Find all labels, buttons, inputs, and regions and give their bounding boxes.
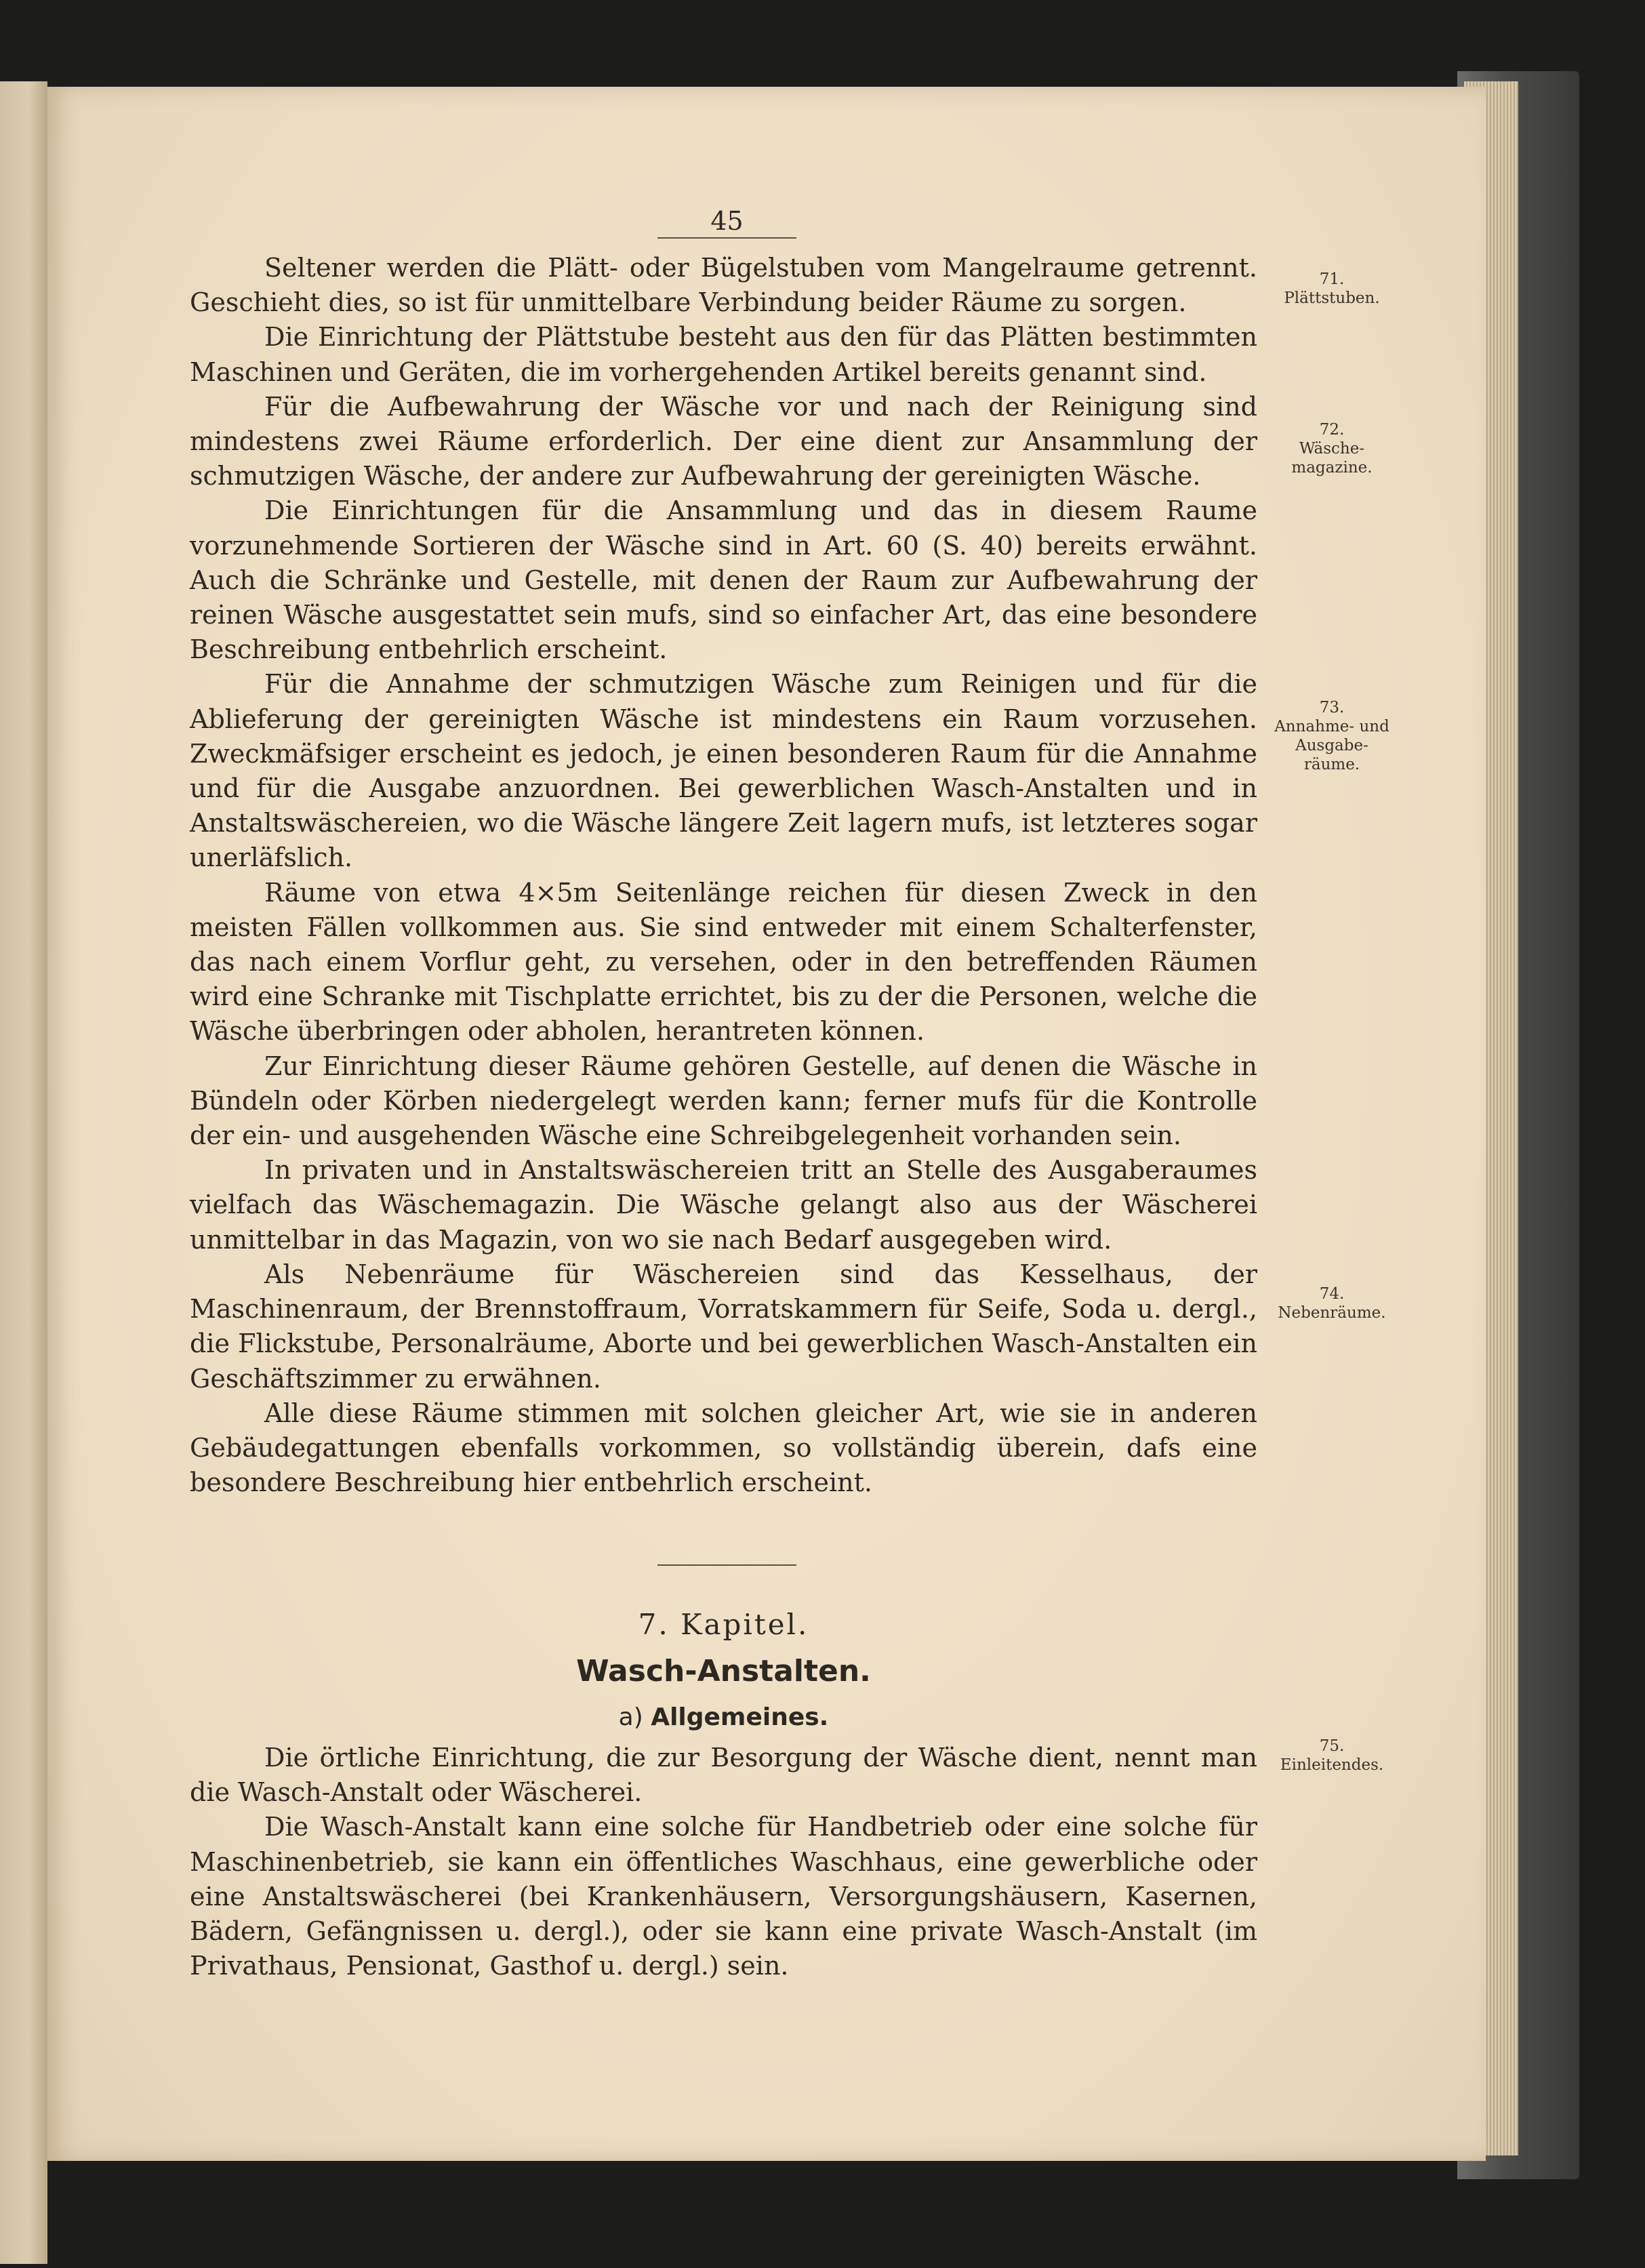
paragraph: In privaten und in Anstaltswäschereien tritt an Stelle des Ausgaberaumes vielfach das Wäschemagazin. Die Wäsche gelangt also aus der Wäscherei unmittelbar in das Magazin, von wo sie nach Bedarf ausgegeben wird.: [190, 1155, 1257, 1255]
body-text-top: [190, 251, 1257, 1500]
paragraph: Für die Aufbewahrung der Wäsche vor und nach der Reinigung sind mindestens zwei Räume erforderlich. Der eine dient zur Ansammlung der schmutzigen Wäsche, der andere zur Aufbewahrung der gereinigten Wäsche.: [190, 391, 1257, 491]
margin-note: [1271, 420, 1393, 477]
paragraph: Für die Annahme der schmutzigen Wäsche zum Reinigen und für die Ablieferung der gereinigten Wäsche ist mindestens ein Raum vorzusehen. Zweckmäfsiger erscheint es jedoch, je einen besonderen Raum für die Annahme und für die Ausgabe anzuordnen. Bei gewerblichen Wasch-Anstalten und in Anstaltswäschereien, wo die Wäsche längere Zeit lagern mufs, ist letzteres sogar unerläfslich.: [190, 669, 1257, 873]
margin-note-text: Wäsche-magazine.: [1291, 440, 1373, 477]
margin-note-number: 73.: [1319, 699, 1345, 716]
section-title: Allgemeines.: [651, 1703, 829, 1731]
paragraph: Räume von etwa 4×5m Seitenlänge reichen für diesen Zweck in den meisten Fällen vollkommen aus. Sie sind entweder mit einem Schalterfenster, das nach einem Vorflur geht, zu versehen, oder in den betreffenden Räumen wird eine Schranke mit Tischplatte errichtet, bis zu der die Personen, welche die Wäsche überbringen oder abholen, herantreten können.: [190, 877, 1257, 1047]
margin-note: [1271, 1284, 1393, 1322]
margin-note-text: Plättstuben.: [1284, 289, 1380, 307]
paragraph: Die örtliche Einrichtung, die zur Besorgung der Wäsche dient, nennt man die Wasch-Anstalt oder Wäscherei.: [190, 1743, 1257, 1808]
section-heading: [190, 1703, 1257, 1731]
margin-note-text: Einleitendes.: [1280, 1756, 1384, 1774]
margin-note: [1271, 698, 1393, 774]
paragraph: Als Nebenräume für Wäschereien sind das Kesselhaus, der Maschinenraum, der Brennstoffraum, Vorratskammern für Seife, Soda u. dergl., die Flickstube, Personalräume, Aborte und bei gewerblichen Wasch-Anstalten ein Geschäftszimmer zu erwähnen.: [190, 1259, 1257, 1394]
paragraph: Die Wasch-Anstalt kann eine solche für Handbetrieb oder eine solche für Maschinenbetrieb, sie kann ein öffentliches Waschhaus, eine gewerbliche oder eine Anstaltswäscherei (bei Krankenhäusern, Versorgungshäusern, Kasernen, Bädern, Gefängnissen u. dergl.), oder sie kann eine private Wasch-Anstalt (im Privathaus, Pensionat, Gasthof u. dergl.) sein.: [190, 1812, 1257, 1981]
section-label: a): [618, 1703, 643, 1731]
margin-note-number: 72.: [1319, 421, 1345, 439]
previous-page-edge: [0, 81, 47, 2264]
paragraph: Seltener werden die Plätt- oder Bügelstuben vom Mangelraume getrennt. Geschieht dies, so ist für unmittelbare Verbindung beider Räume zu sorgen.: [190, 253, 1257, 318]
margin-note: [1271, 270, 1393, 308]
margin-note: [1271, 1737, 1393, 1775]
paragraph: Zur Einrichtung dieser Räume gehören Gestelle, auf denen die Wäsche in Bündeln oder Körben niedergelegt werden kann; ferner mufs für die Kontrolle der ein- und ausgehenden Wäsche eine Schreibgelegenheit vorhanden sein.: [190, 1051, 1257, 1151]
margin-note-number: 71.: [1319, 270, 1345, 288]
paragraph: Die Einrichtungen für die Ansammlung und das in diesem Raume vorzunehmende Sortieren der Wäsche sind in Art. 60 (S. 40) bereits erwähnt. Auch die Schränke und Gestelle, mit denen der Raum zur Aufbewahrung der reinen Wäsche ausgestattet sein mufs, sind so einfacher Art, das eine besondere Beschreibung entbehrlich erscheint.: [190, 495, 1257, 665]
section-divider: [657, 1564, 796, 1566]
chapter-number: 7. Kapitel.: [638, 1608, 809, 1641]
chapter-title: Wasch-Anstalten.: [576, 1654, 871, 1688]
margin-note-number: 74.: [1319, 1285, 1345, 1303]
margin-note-text: Nebenräume.: [1278, 1304, 1386, 1322]
paragraph: Die Einrichtung der Plättstube besteht aus den für das Plätten bestimmten Maschinen und Geräten, die im vorhergehenden Artikel bereits genannt sind.: [190, 322, 1257, 387]
margin-note-text: Annahme- und Ausgabe-räume.: [1274, 718, 1389, 773]
body-text-bottom: [190, 1741, 1257, 1983]
paragraph: Alle diese Räume stimmen mit solchen gleicher Art, wie sie in anderen Gebäudegattungen ebenfalls vorkommen, so vollständig überein, dafs eine besondere Beschreibung hier entbehrlich erscheint.: [190, 1398, 1257, 1498]
margin-note-number: 75.: [1319, 1737, 1345, 1755]
page-number: 45: [657, 207, 796, 239]
